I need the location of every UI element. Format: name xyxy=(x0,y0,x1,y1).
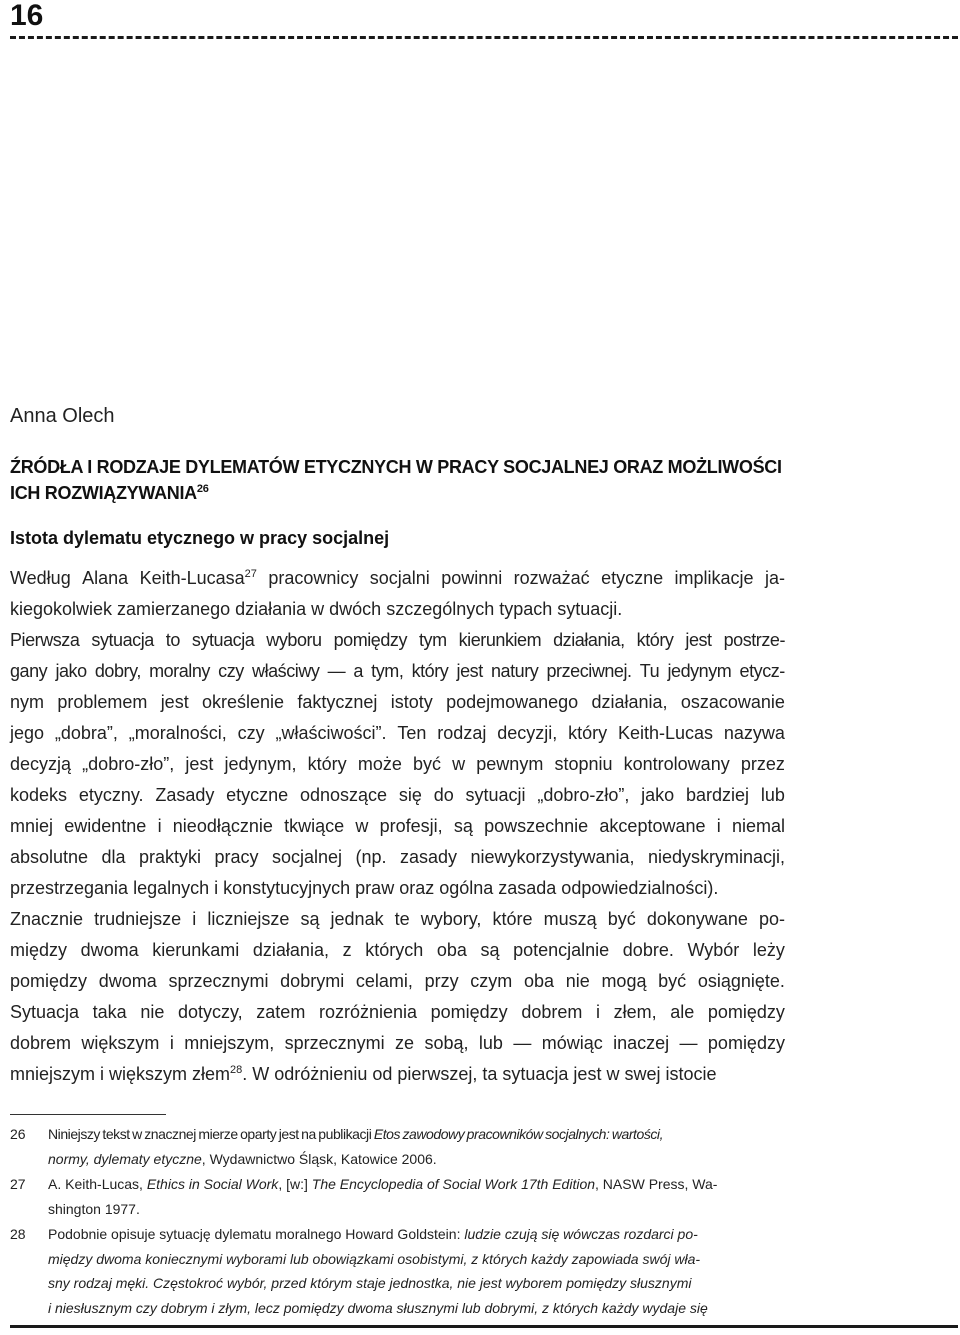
word: Keith-Lucas xyxy=(617,723,714,743)
footnote-28 xyxy=(10,1222,786,1320)
word: i xyxy=(157,816,162,836)
word: niedyskryminacji, xyxy=(647,847,785,867)
footnote-text xyxy=(48,1147,437,1172)
word: Zasady xyxy=(155,785,215,805)
word: rozróżnienia xyxy=(318,1002,418,1022)
word: sytuacja xyxy=(91,630,154,650)
word: jedynym xyxy=(667,661,732,681)
word: problemem xyxy=(57,692,148,712)
word: pewnym xyxy=(476,754,544,774)
word: jest xyxy=(185,754,214,774)
word: „dobra”, xyxy=(54,723,118,743)
word: — xyxy=(513,1033,532,1053)
word: „dobro-zło”, xyxy=(82,754,175,774)
footnote-text-italic: sny rodzaj męki. Częstokroć wybór, przed którym staje jednostka, nie jest wyborem pomiędzy słusznymi xyxy=(48,1275,692,1291)
word: stopniu xyxy=(554,754,613,774)
word: do xyxy=(433,785,454,805)
word: dobrem xyxy=(521,1002,583,1022)
footnote-text-italic: Etos zawodowy pracowników socjalnych: wartości, xyxy=(373,1126,664,1142)
word: w xyxy=(355,816,369,836)
word: bardziej xyxy=(686,785,750,805)
word: dobrymi xyxy=(280,971,345,991)
word: działania, xyxy=(252,940,329,960)
word: jest xyxy=(685,630,712,650)
word: czy xyxy=(218,661,244,681)
body-line-17b: . W odróżnieniu od pierwszej, ta sytuacja jest w swej istocie xyxy=(242,1064,717,1084)
footnotes xyxy=(10,1122,786,1321)
footnote-line xyxy=(48,1122,786,1147)
word: leży xyxy=(752,940,785,960)
word: być xyxy=(412,754,441,774)
body-line xyxy=(10,966,785,997)
word: — xyxy=(327,661,346,681)
word: których xyxy=(365,940,424,960)
footnote-line xyxy=(48,1147,786,1172)
word: (np. xyxy=(355,847,387,867)
header-rule xyxy=(10,36,958,39)
word: jest xyxy=(160,692,189,712)
word: z xyxy=(342,940,352,960)
word: oba xyxy=(523,971,555,991)
footnote-line xyxy=(48,1296,786,1321)
word: nieodłącznie xyxy=(172,816,273,836)
word: muszą xyxy=(543,909,597,929)
word: jedynym, xyxy=(224,754,297,774)
word: większym xyxy=(81,1033,160,1053)
body-line xyxy=(10,687,785,718)
word: jako xyxy=(641,785,675,805)
word: który xyxy=(411,661,449,681)
word: niemal xyxy=(731,816,785,836)
body-line: kiegokolwiek zamierzanego działania w dwóch szczególnych typach sytuacji. xyxy=(10,599,623,619)
word: które xyxy=(492,909,533,929)
word: akceptowane xyxy=(599,816,706,836)
word: pomiędzy xyxy=(707,1002,785,1022)
word: dobre. xyxy=(622,940,674,960)
word: odnoszące xyxy=(300,785,388,805)
word: pomiędzy xyxy=(10,971,88,991)
word: są xyxy=(453,816,473,836)
footnote-text-plain: Podobnie opisuje sytuację dylematu moralnego Howard Goldstein: xyxy=(48,1226,465,1242)
word: Tu xyxy=(639,661,660,681)
word: natury xyxy=(490,661,539,681)
word: pracownicy xyxy=(268,568,359,588)
word: sytuacja xyxy=(191,630,255,650)
word: oszacowanie xyxy=(680,692,785,712)
word: Wybór xyxy=(687,940,740,960)
word: rodzaj xyxy=(437,723,487,743)
word: — xyxy=(679,1033,698,1053)
word: zasady xyxy=(399,847,457,867)
word: rozważać xyxy=(513,568,590,588)
word: nym xyxy=(10,692,45,712)
word: być xyxy=(607,909,636,929)
footnote-text-italic: między dwoma koniecznymi wyborami lub obowiązkami osobistymi, z których każdy zapowiada swój wła- xyxy=(48,1250,701,1267)
word: przy xyxy=(424,971,459,991)
word: a xyxy=(353,661,363,681)
body-line xyxy=(10,625,785,656)
word: lub xyxy=(760,785,785,805)
word: dobry, xyxy=(94,661,141,681)
footnote-text-plain: , NASW Press, Wa- xyxy=(595,1176,718,1192)
word: tkwiące xyxy=(284,816,345,836)
body-line xyxy=(10,997,785,1028)
word: i xyxy=(169,1033,174,1053)
word: dwoma xyxy=(98,971,157,991)
word: pracy xyxy=(214,847,259,867)
footnote-ref: 27 xyxy=(244,568,257,580)
word: moralny xyxy=(149,661,210,681)
body-line xyxy=(10,811,785,842)
footnote-number: 27 xyxy=(10,1176,26,1192)
footnote-line xyxy=(48,1247,786,1272)
word: czy xyxy=(237,723,265,743)
footnote-text-italic: i niesłusznym czy dobrym i złym, lecz pomiędzy dwoma słusznymi lub dobrymi, z których każdy wydaje się xyxy=(48,1299,708,1316)
body-line xyxy=(10,1028,785,1059)
word: mniejszym, xyxy=(184,1033,275,1053)
footnote-line xyxy=(48,1172,786,1197)
word: może xyxy=(357,754,402,774)
body-line xyxy=(10,718,785,749)
page-number: 16 xyxy=(10,0,44,32)
footnote-27 xyxy=(10,1172,786,1221)
word: są xyxy=(300,909,320,929)
footnote-text xyxy=(48,1122,663,1147)
footnote-26 xyxy=(10,1122,786,1171)
word: sprzecznymi xyxy=(168,971,269,991)
word: kierunkami xyxy=(152,940,240,960)
word: taka xyxy=(92,1002,127,1022)
word: postrze- xyxy=(723,630,785,650)
author-name: Anna Olech xyxy=(10,405,115,427)
word: ze xyxy=(395,1033,415,1053)
footnote-text-italic: The Encyclopedia of Social Work 17th Edition xyxy=(311,1176,596,1192)
body-line: przestrzegania legalnych i konstytucyjnych praw oraz ogólna zasada odpowiedzialności). xyxy=(10,878,719,898)
word: dobrem xyxy=(10,1033,72,1053)
word: mogą xyxy=(601,971,647,991)
word: ale xyxy=(670,1002,695,1022)
word: ja- xyxy=(764,568,785,588)
footnote-number: 28 xyxy=(10,1226,26,1242)
word: wybory, xyxy=(420,909,482,929)
word: nie xyxy=(565,971,590,991)
word: pomiędzy xyxy=(333,630,408,650)
word: po- xyxy=(758,909,785,929)
word: etyczne xyxy=(226,785,289,805)
word: absolutne xyxy=(10,847,89,867)
footnote-text-plain: Niniejszy tekst w znacznej mierze oparty jest na publikacji xyxy=(48,1126,374,1142)
footnote-line xyxy=(48,1271,786,1296)
word: decyzji, xyxy=(497,723,558,743)
word: określenie xyxy=(202,692,285,712)
body-line-17a: mniejszym i większym złem xyxy=(10,1064,231,1084)
word: te xyxy=(394,909,410,929)
word: przez xyxy=(740,754,785,774)
footnote-text-italic: Ethics in Social Work xyxy=(146,1176,279,1192)
word: implikacje xyxy=(674,568,754,588)
word: pomiędzy xyxy=(707,1033,785,1053)
footnote-ref-26: 26 xyxy=(196,483,209,495)
word: Pierwsza xyxy=(10,630,80,650)
word: jego xyxy=(10,723,45,743)
word: faktycznej xyxy=(297,692,378,712)
word: niewykorzystywania, xyxy=(470,847,635,867)
footnote-text xyxy=(48,1222,698,1247)
word: Keith-Lucasa$^{27}$ xyxy=(139,568,257,588)
footnote-separator xyxy=(10,1114,166,1115)
footnote-text-plain: A. Keith-Lucas, xyxy=(48,1176,147,1192)
section-heading: Istota dylematu etycznego w pracy socjalnej xyxy=(10,528,390,548)
word: praktyki xyxy=(139,847,202,867)
word: powinni xyxy=(441,568,503,588)
word: potencjalnie xyxy=(513,940,610,960)
word: tym xyxy=(419,630,447,650)
word: jednak xyxy=(330,909,384,929)
footnote-text xyxy=(48,1172,717,1197)
word: socjalnej xyxy=(271,847,342,867)
word: i xyxy=(192,909,197,929)
word: mniej xyxy=(10,816,54,836)
body-line xyxy=(10,842,785,873)
word: Sytuacja xyxy=(10,1002,80,1022)
word: liczniejsze xyxy=(207,909,290,929)
word: ewidentne xyxy=(64,816,147,836)
footnote-text-plain: , Wydawnictwo Śląsk, Katowice 2006. xyxy=(201,1150,437,1167)
word: dotyczy, xyxy=(177,1002,243,1022)
word: kontrolowany xyxy=(623,754,730,774)
body-line xyxy=(10,656,785,687)
footnote-text-italic: ludzie czują się wówczas rozdarci po- xyxy=(464,1226,698,1242)
word: lub xyxy=(478,1033,503,1053)
footer-rule xyxy=(10,1325,958,1328)
word: Znacznie xyxy=(10,909,84,929)
word: nazywa xyxy=(723,723,785,743)
word: podejmowanego xyxy=(446,692,579,712)
title-line-2-text: ICH ROZWIĄZYWANIA xyxy=(10,483,197,503)
word: i xyxy=(716,816,721,836)
footnote-text-plain: , [w:] xyxy=(278,1176,312,1192)
word: jako xyxy=(55,661,87,681)
footnote-line xyxy=(48,1222,786,1247)
word: dokonywane xyxy=(646,909,748,929)
word: jest xyxy=(456,661,483,681)
word: zatem xyxy=(256,1002,306,1022)
title-line-1: ŹRÓDŁA I RODZAJE DYLEMATÓW ETYCZNYCH W PRACY SOCJALNEJ ORAZ MOŻLIWOŚCI xyxy=(10,457,782,477)
word: przeciwnej. xyxy=(546,661,632,681)
word: są xyxy=(480,940,500,960)
word: istoty xyxy=(390,692,433,712)
word: gany xyxy=(10,661,48,681)
word: działania, xyxy=(591,692,668,712)
word: „moralności, xyxy=(128,723,227,743)
word: celami, xyxy=(355,971,413,991)
word: kodeks xyxy=(10,785,68,805)
footnote-text-italic: normy, dylematy etyczne xyxy=(48,1150,202,1167)
word: decyzją xyxy=(10,754,72,774)
article-title xyxy=(10,454,950,506)
footnote-number: 26 xyxy=(10,1126,26,1142)
word: dla xyxy=(101,847,126,867)
body-line xyxy=(10,935,785,966)
body-line xyxy=(10,749,785,780)
word: który xyxy=(636,630,674,650)
word: to xyxy=(165,630,180,650)
word: oba xyxy=(436,940,467,960)
body-text xyxy=(10,563,785,1090)
word: Ten xyxy=(397,723,427,743)
word: sytuacji xyxy=(465,785,526,805)
word: tym, xyxy=(371,661,404,681)
word: powszechnie xyxy=(484,816,589,836)
word: sprzecznymi xyxy=(284,1033,385,1053)
word: trudniejsze xyxy=(94,909,182,929)
title-line-2 xyxy=(10,480,950,506)
word: „właściwości”. xyxy=(275,723,387,743)
footnote-ref-28: 28 xyxy=(230,1064,243,1076)
word: być xyxy=(658,971,687,991)
word: etyczne xyxy=(601,568,664,588)
word: „dobro-zło”, xyxy=(537,785,630,805)
word: który xyxy=(307,754,347,774)
word: czym xyxy=(470,971,513,991)
word: wyboru xyxy=(266,630,322,650)
word: dwoma xyxy=(80,940,139,960)
word: sobą, xyxy=(424,1033,469,1053)
word: się xyxy=(398,785,422,805)
word: złem, xyxy=(613,1002,657,1022)
word: i xyxy=(595,1002,600,1022)
word: między xyxy=(10,940,68,960)
word: działania, xyxy=(553,630,625,650)
body-line xyxy=(10,563,785,594)
body-line xyxy=(10,904,785,935)
word: socjalni xyxy=(369,568,430,588)
footnote-line: shington 1977. xyxy=(48,1200,140,1217)
word: inaczej xyxy=(613,1033,670,1053)
body-line xyxy=(10,1059,785,1090)
body-line xyxy=(10,780,785,811)
word: właściwy xyxy=(252,661,320,681)
word: nie xyxy=(140,1002,165,1022)
word: w xyxy=(452,754,466,774)
word: etycz- xyxy=(739,661,785,681)
word: kierunkiem xyxy=(458,630,542,650)
word: Według xyxy=(10,568,71,588)
word: mówiąc xyxy=(541,1033,603,1053)
word: Alana xyxy=(82,568,129,588)
word: osiągnięte. xyxy=(697,971,785,991)
word: który xyxy=(568,723,608,743)
word: etyczny. xyxy=(78,785,144,805)
word: profesji, xyxy=(379,816,443,836)
word: pomiędzy xyxy=(430,1002,508,1022)
